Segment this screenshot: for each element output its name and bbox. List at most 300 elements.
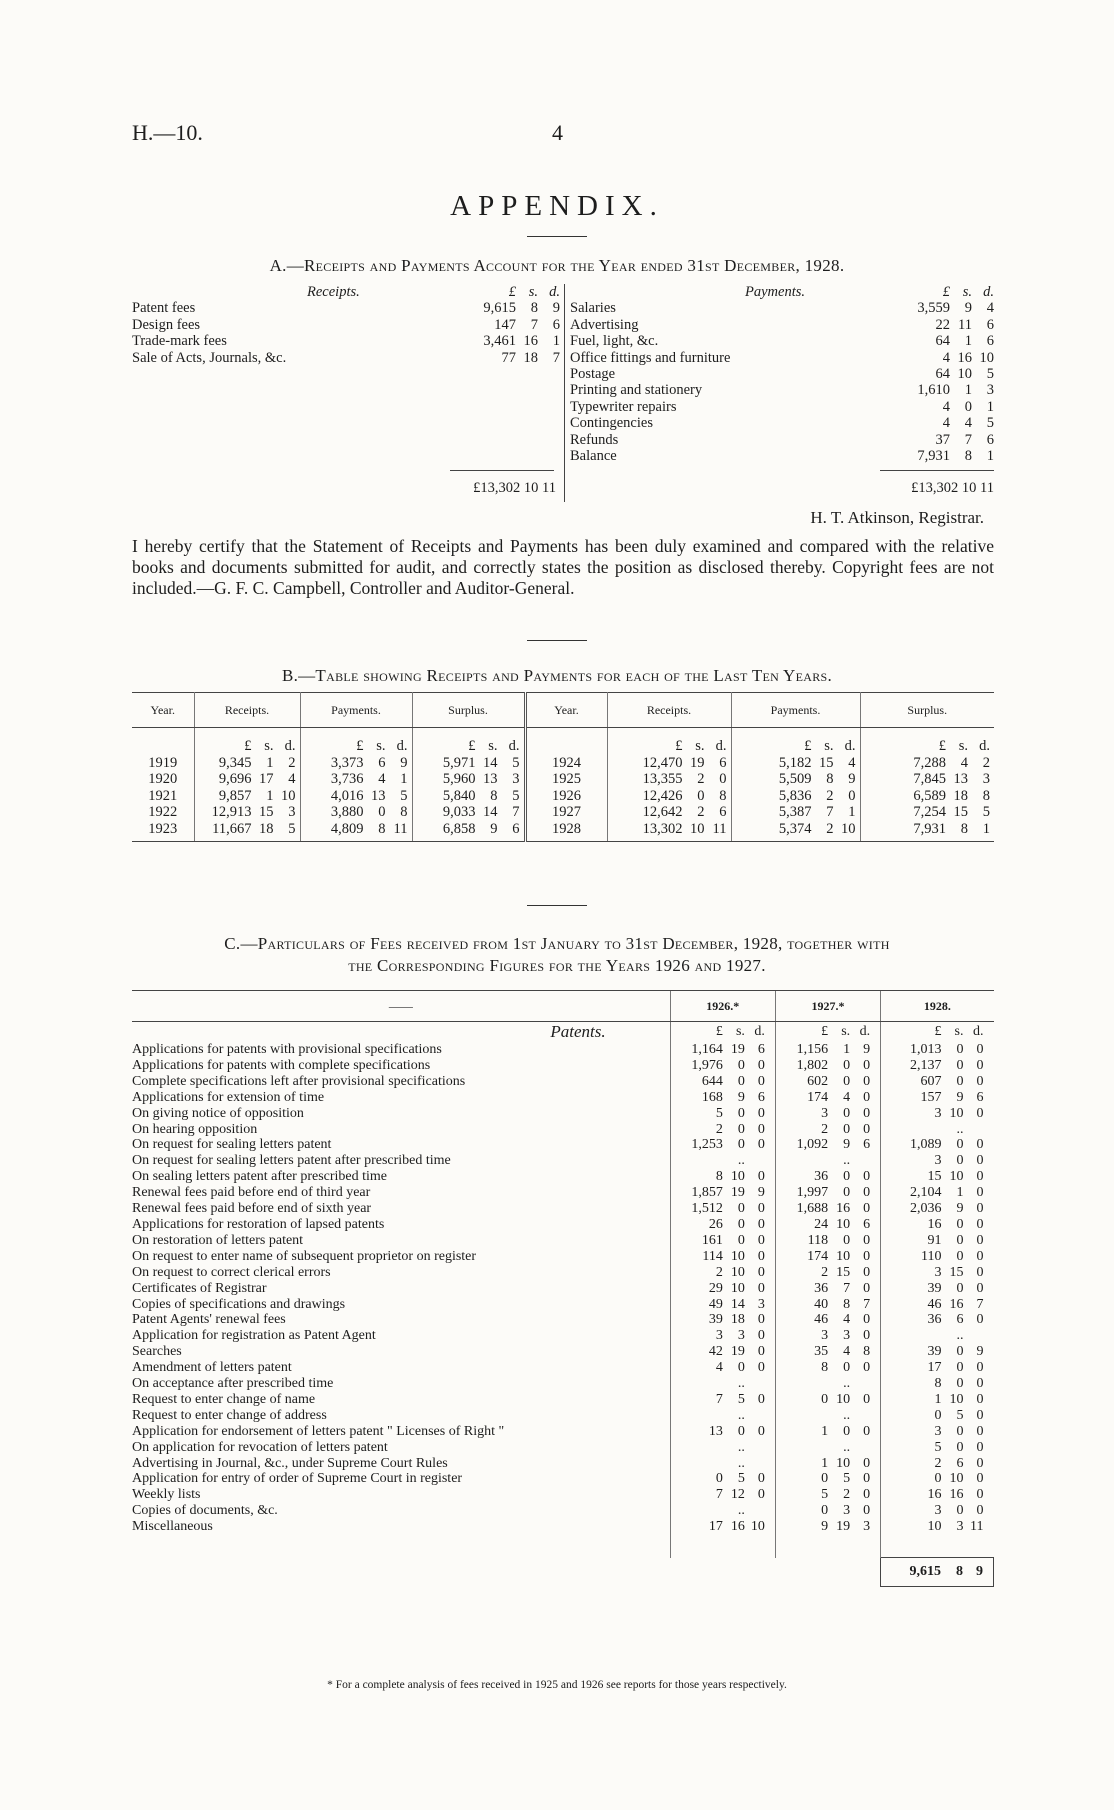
pence: 0: [863, 1105, 871, 1121]
pence: 0: [757, 1057, 765, 1073]
pounds: 5: [715, 1105, 723, 1121]
spacer: [670, 1535, 775, 1558]
fee-value-1928: [881, 1265, 994, 1281]
shillings: 6: [378, 754, 386, 771]
fee-label: Amendment of letters patent: [132, 1360, 292, 1376]
fee-label: Advertising in Journal, &c., under Supreme Court Rules: [132, 1455, 448, 1471]
fee-value-1926: [670, 1376, 775, 1392]
amount: [861, 804, 991, 821]
receipts-cell: [194, 804, 300, 821]
amount: [881, 1312, 983, 1328]
shillings: 16: [949, 1296, 964, 1312]
table-row: [132, 1360, 994, 1376]
fee-label: Applications for patents with provisional specifications: [132, 1042, 442, 1057]
pounds: 1,092: [796, 1137, 829, 1153]
pence: 8: [400, 804, 408, 820]
payments-row: [570, 382, 994, 398]
fee-value-1926: [670, 1153, 775, 1169]
pence: 0: [976, 1185, 984, 1201]
shillings: 0: [737, 1232, 745, 1248]
amount: [900, 317, 994, 333]
table-row: [132, 1471, 994, 1487]
fee-value-1927: [775, 1122, 880, 1138]
pounds: 4: [942, 398, 950, 415]
receipts-cell: [607, 788, 731, 805]
pounds: 3,373: [330, 754, 364, 771]
payments-cell: [300, 804, 412, 821]
fee-value-1926: [670, 1519, 775, 1535]
amount: [900, 415, 994, 431]
shillings: ..: [843, 1407, 851, 1423]
currency-header: [670, 1022, 775, 1043]
pounds: 9,033: [442, 804, 476, 820]
table-row: [132, 1106, 994, 1122]
pence: 6: [986, 333, 994, 350]
pounds: [679, 1408, 723, 1424]
pounds: 1,857: [691, 1185, 723, 1201]
pence: 0: [976, 1216, 984, 1232]
pence: 8: [719, 787, 727, 804]
receipts-label: Patent fees: [132, 300, 196, 317]
pounds: 147: [494, 316, 516, 333]
amount: [671, 1249, 765, 1265]
amount: [671, 1344, 765, 1360]
pence: 2: [982, 754, 990, 771]
pence: 6: [863, 1216, 871, 1232]
pounds: 26: [708, 1216, 723, 1232]
shillings: 1: [843, 1042, 851, 1057]
pounds: 13: [708, 1423, 723, 1439]
amount: [776, 1137, 870, 1153]
fee-value-1927: [775, 1360, 880, 1376]
shillings: 10: [730, 1248, 745, 1264]
table-row: [132, 804, 994, 821]
shillings: 19: [730, 1185, 745, 1201]
currency-symbol: d.: [284, 738, 296, 754]
fee-value-1927: [775, 1440, 880, 1456]
pounds: 12,426: [642, 787, 683, 804]
shillings: 3: [843, 1503, 851, 1519]
fee-value-1926: [670, 1471, 775, 1487]
amount: [301, 788, 408, 805]
pounds: 7,288: [913, 754, 946, 771]
amount: [671, 1122, 765, 1138]
shillings: 5: [956, 1407, 964, 1423]
amount: [881, 1564, 983, 1580]
table-row: [132, 1249, 994, 1265]
pounds: 11,667: [212, 820, 252, 837]
payments-cell: [731, 771, 860, 788]
shillings: 7: [964, 431, 972, 448]
spacer: [132, 1535, 670, 1558]
fee-label: On acceptance after prescribed time: [132, 1376, 334, 1392]
pence: 0: [863, 1264, 871, 1280]
pounds: 24: [814, 1216, 829, 1232]
fee-label: On sealing letters patent after prescribed time: [132, 1169, 388, 1185]
shillings: ..: [737, 1153, 745, 1169]
pence: 0: [757, 1423, 765, 1439]
currency-header: [194, 728, 300, 755]
receipts-cell: [607, 804, 731, 821]
shillings: 13: [953, 771, 968, 787]
pence: 0: [757, 1248, 765, 1264]
shillings: 0: [737, 1057, 745, 1073]
shillings: 0: [843, 1360, 851, 1376]
shillings: 0: [737, 1137, 745, 1153]
shillings: 0: [956, 1216, 964, 1232]
fee-value-1926: [670, 1090, 775, 1106]
pounds: 9,615: [483, 300, 516, 317]
amount: [671, 1424, 765, 1440]
pounds: 91: [927, 1232, 942, 1248]
pounds: 174: [807, 1248, 829, 1264]
fee-label: Renewal fees paid before end of third year: [132, 1185, 371, 1201]
pounds: 5,374: [778, 820, 812, 837]
pence: 9: [848, 771, 856, 787]
fee-value-1926: [670, 1487, 775, 1503]
amount: [466, 300, 560, 316]
shillings: 0: [964, 398, 972, 415]
shillings: 0: [843, 1121, 851, 1137]
fee-value-1928: [881, 1408, 994, 1424]
amount: [776, 1201, 870, 1217]
shillings: 2: [826, 787, 834, 804]
pounds: 2: [821, 1264, 829, 1280]
pence: 0: [863, 1503, 871, 1519]
fee-value-1928: [881, 1169, 994, 1185]
shillings: 4: [964, 415, 972, 432]
pence: [745, 1456, 765, 1472]
shillings: 10: [949, 1105, 964, 1121]
pounds: 3,736: [330, 771, 364, 787]
shillings: 8: [843, 1296, 851, 1312]
fee-value-1928: [881, 1360, 994, 1376]
table-row: [132, 1440, 994, 1456]
amount: [608, 771, 727, 788]
receipts-row: [132, 300, 560, 316]
pounds: 3,559: [917, 300, 950, 317]
amount: [881, 1440, 983, 1456]
pounds: 17: [927, 1360, 942, 1376]
amount: [671, 1471, 765, 1487]
shillings: 3: [956, 1519, 964, 1535]
pounds: 1: [821, 1423, 829, 1439]
amount: [881, 1408, 983, 1424]
fee-label: On request to enter name of subsequent proprietor on register: [132, 1248, 477, 1264]
amount: [861, 771, 991, 788]
currency-symbol: £: [938, 738, 946, 754]
amount: [881, 1360, 983, 1376]
amount: [776, 1265, 870, 1281]
fee-value-1927: [775, 1042, 880, 1058]
amount: [776, 1217, 870, 1233]
table-row: [132, 1456, 994, 1472]
pounds: 5,840: [442, 787, 476, 804]
fee-value-1927: [775, 1519, 880, 1535]
shillings: 18: [259, 820, 274, 837]
amount: [413, 771, 520, 788]
pounds: 168: [701, 1089, 723, 1105]
pounds: [784, 1376, 828, 1392]
fee-value-1927: [775, 1106, 880, 1122]
pence: 0: [976, 1455, 984, 1471]
pence: 0: [976, 1280, 984, 1296]
fee-label: Request to enter change of name: [132, 1391, 316, 1407]
pounds: 8: [715, 1169, 723, 1185]
shillings: 0: [956, 1232, 964, 1248]
fee-value-1926: [670, 1456, 775, 1472]
amount: [881, 1217, 983, 1233]
pounds: 1,013: [910, 1042, 942, 1057]
shillings: 9: [737, 1089, 745, 1105]
fee-label: Applications for restoration of lapsed patents: [132, 1216, 385, 1232]
table-row: [132, 1090, 994, 1106]
amount: [671, 1376, 765, 1392]
pence: 6: [986, 316, 994, 333]
fee-value-1927: [775, 1058, 880, 1074]
shillings: ..: [737, 1503, 745, 1519]
shillings: 2: [826, 820, 834, 837]
receipts-total: £13,302 10 11: [473, 480, 556, 496]
fee-value-1927: [775, 1503, 880, 1519]
col-payments: Payments.: [731, 693, 860, 728]
pounds: 3: [934, 1153, 942, 1169]
amount: [900, 333, 994, 349]
shillings: 3: [737, 1328, 745, 1344]
amount: [671, 1503, 765, 1519]
shillings: ..: [737, 1439, 745, 1455]
fee-label: Searches: [132, 1344, 182, 1360]
pounds: 7: [715, 1391, 723, 1407]
pence: 9: [552, 300, 560, 317]
currency-symbol: d.: [859, 1024, 871, 1040]
pence: 0: [976, 1407, 984, 1423]
shillings: 10: [949, 1471, 964, 1487]
currency-symbol: s.: [264, 738, 274, 754]
pounds: 3: [934, 1423, 942, 1439]
pence: [850, 1376, 870, 1392]
pounds: 7,845: [913, 771, 946, 787]
amount: [776, 1122, 870, 1138]
shillings: 8: [956, 1564, 963, 1580]
fee-value-1927: [775, 1376, 880, 1392]
pence: 5: [986, 415, 994, 432]
surplus-cell: [412, 821, 525, 842]
currency-symbol: d.: [508, 738, 520, 754]
shillings: 0: [956, 1376, 964, 1392]
currency-symbol: s.: [488, 738, 498, 754]
shillings: 0: [843, 1423, 851, 1439]
year-cell: 1919: [132, 755, 194, 772]
shillings: 16: [949, 1487, 964, 1503]
fee-value-1926: [670, 1281, 775, 1297]
shillings: 8: [964, 447, 972, 464]
pence: 3: [757, 1296, 765, 1312]
table-row: [132, 1519, 994, 1535]
pounds: 15: [927, 1169, 942, 1185]
payments-cell: [731, 755, 860, 772]
pence: 3: [863, 1519, 871, 1535]
amount: [776, 1408, 870, 1424]
pounds: 4,809: [330, 820, 364, 837]
pence: 6: [863, 1137, 871, 1153]
shillings: 0: [843, 1185, 851, 1201]
payments-row: [570, 448, 994, 464]
pounds: 4: [942, 349, 950, 366]
year-cell: 1920: [132, 771, 194, 788]
payments-row: [570, 399, 994, 415]
pence: 1: [552, 333, 560, 350]
fee-value-1927: [775, 1201, 880, 1217]
shillings: 0: [378, 804, 386, 820]
ten-year-table-body: [132, 728, 994, 842]
amount: [776, 1153, 870, 1169]
shillings: 0: [737, 1073, 745, 1089]
receipts-cell: [194, 771, 300, 788]
shillings: ..: [843, 1153, 851, 1169]
pence: 0: [976, 1423, 984, 1439]
table-row: [132, 1487, 994, 1503]
payments-heading: Payments.: [745, 284, 805, 300]
fee-value-1928: [881, 1137, 994, 1153]
surplus-cell: [412, 788, 525, 805]
pence: 0: [863, 1089, 871, 1105]
amount: [671, 1408, 765, 1424]
amount: [195, 738, 296, 755]
shillings: 16: [957, 349, 972, 366]
receipts-cell: [607, 755, 731, 772]
pounds: 36: [814, 1169, 829, 1185]
divider: [527, 905, 587, 906]
payments-label: Advertising: [570, 316, 639, 333]
amount: [900, 300, 994, 316]
fee-value-1928: [881, 1201, 994, 1217]
pounds: 6,858: [442, 820, 476, 837]
total-rule: [880, 470, 994, 471]
fee-value-1927: [775, 1344, 880, 1360]
pounds: 9,857: [218, 787, 252, 804]
shillings: 5: [737, 1471, 745, 1487]
pounds: 7,931: [913, 820, 946, 837]
shillings: ..: [956, 1121, 964, 1137]
payments-row: [570, 333, 994, 349]
pence: 0: [976, 1232, 984, 1248]
fee-value-1926: [670, 1058, 775, 1074]
payments-label: Office fittings and furniture: [570, 349, 731, 366]
pounds: 22: [935, 316, 950, 333]
shillings: 10: [949, 1169, 964, 1185]
currency-symbol: s.: [695, 738, 705, 754]
fee-value-1927: [775, 1153, 880, 1169]
amount: [776, 1360, 870, 1376]
amount: [776, 1169, 870, 1185]
pence: [745, 1408, 765, 1424]
spacer-row: [132, 1535, 994, 1558]
table-row: [132, 821, 994, 842]
surplus-cell: [412, 771, 525, 788]
pence: 0: [863, 1057, 871, 1073]
fee-value-1928: [881, 1090, 994, 1106]
pence: 0: [976, 1201, 984, 1217]
amount: [776, 1297, 870, 1313]
pounds: 10: [927, 1519, 942, 1535]
amount: [776, 1074, 870, 1090]
fee-value-1928: [881, 1503, 994, 1519]
fee-value-1927: [775, 1249, 880, 1265]
shillings: ..: [843, 1376, 851, 1392]
table-row: [132, 1058, 994, 1074]
pounds: [679, 1376, 723, 1392]
pence: 0: [757, 1471, 765, 1487]
fee-value-1927: [775, 1169, 880, 1185]
currency-symbol: £: [244, 738, 252, 754]
fee-value-1927: [775, 1074, 880, 1090]
shillings: 2: [697, 804, 705, 820]
amount: [881, 1392, 983, 1408]
amount: [671, 1265, 765, 1281]
pounds: [679, 1153, 723, 1169]
currency-symbol: d.: [973, 1024, 984, 1040]
amount: [195, 771, 296, 788]
currency-header: [881, 1022, 994, 1043]
payments-cell: [300, 821, 412, 842]
total-rule: [450, 470, 554, 471]
fee-value-1928: [881, 1297, 994, 1313]
pence: 0: [757, 1280, 765, 1296]
shillings: 0: [956, 1423, 964, 1439]
amount: [671, 1185, 765, 1201]
table-row: [132, 1217, 994, 1233]
fee-value-1928: [881, 1487, 994, 1503]
amount: [732, 804, 856, 821]
table-row: [132, 1297, 994, 1313]
receipts-heading: Receipts.: [307, 284, 360, 300]
payments-label: Contingencies: [570, 415, 653, 432]
pounds: 2: [934, 1455, 942, 1471]
amount: [881, 1503, 983, 1519]
fee-value-1926: [670, 1185, 775, 1201]
pounds: 644: [701, 1073, 723, 1089]
amount: [881, 1297, 983, 1313]
amount: [671, 1440, 765, 1456]
pence: [964, 1328, 984, 1344]
year-cell: 1922: [132, 804, 194, 821]
receipts-cell: [194, 821, 300, 842]
pounds: 2,104: [910, 1185, 942, 1201]
shillings: 2: [843, 1487, 851, 1503]
payments-cell: [731, 821, 860, 842]
pounds: 16: [927, 1487, 942, 1503]
pence: 0: [863, 1073, 871, 1089]
pounds: 13,302: [642, 820, 683, 837]
shillings: 10: [730, 1169, 745, 1185]
col-receipts: Receipts.: [194, 693, 300, 728]
amount: [881, 1471, 983, 1487]
fee-value-1926: [670, 1122, 775, 1138]
pence: 10: [750, 1519, 765, 1535]
payments-label: Refunds: [570, 431, 619, 448]
payments-label: Typewriter repairs: [570, 398, 677, 415]
spacer: [775, 1558, 880, 1587]
amount: [881, 1376, 983, 1392]
pence: 8: [863, 1344, 871, 1360]
currency-header: [775, 1022, 880, 1043]
table-row: [132, 1281, 994, 1297]
shillings: 0: [843, 1073, 851, 1089]
shillings: 16: [730, 1519, 745, 1535]
fee-value-1927: [775, 1424, 880, 1440]
shillings: 15: [953, 804, 968, 820]
